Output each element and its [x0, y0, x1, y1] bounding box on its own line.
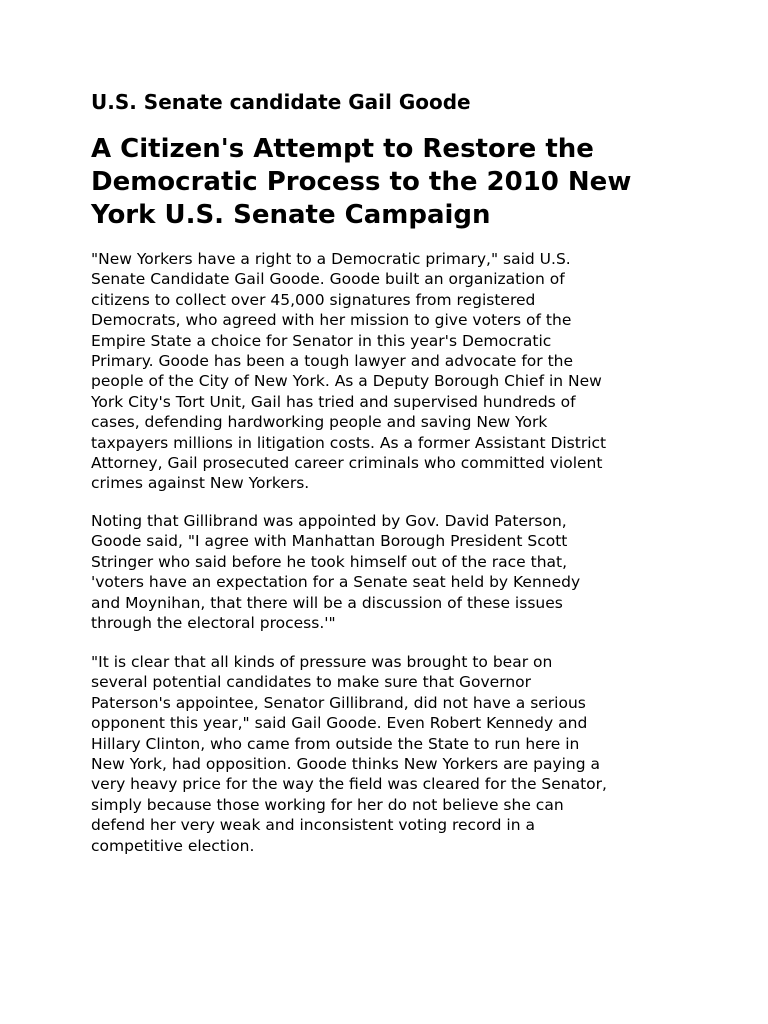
text-line: "It is clear that all kinds of pressure was brought to bear on — [91, 653, 553, 671]
text-line: Democrats, who agreed with her mission to give voters of the — [91, 311, 572, 330]
text-line: through the electoral process.'" — [91, 614, 336, 633]
headline-line: Democratic Process to the 2010 New — [91, 167, 632, 197]
text-line: very heavy price for the way the field was cleared for the Senator, — [91, 775, 607, 794]
text-line: Attorney, Gail prosecuted career criminals who committed violent — [91, 454, 603, 473]
text-line: people of the City of New York. As a Deputy Borough Chief in New — [91, 372, 602, 391]
text-line: Primary. Goode has been a tough lawyer and advocate for the — [91, 352, 574, 371]
text-line: Hillary Clinton, who came from outside the State to run here in — [91, 734, 580, 753]
text-line: opponent this year," said Gail Goode. Even Robert Kennedy and — [91, 714, 588, 733]
paragraph-2 — [91, 511, 691, 633]
text-line: Empire State a choice for Senator in this year's Democratic — [91, 331, 552, 350]
text-line: Stringer who said before he took himself out of the race that, — [91, 552, 568, 571]
text-line: "New Yorkers have a right to a Democratic primary," said U.S. — [91, 250, 571, 268]
text-line: and Moynihan, that there will be a discussion of these issues — [91, 593, 563, 612]
text-line: defend her very weak and inconsistent voting record in a — [91, 816, 535, 835]
text-line: crimes against New Yorkers. — [91, 474, 310, 493]
text-line: taxpayers millions in litigation costs. As a former Assistant District — [91, 433, 607, 452]
article-headline — [91, 133, 691, 232]
article-kicker: U.S. Senate candidate Gail Goode — [91, 90, 471, 114]
text-line: citizens to collect over 45,000 signatures from registered — [91, 290, 536, 309]
paragraph-1 — [91, 249, 691, 494]
headline-line: York U.S. Senate Campaign — [91, 200, 491, 230]
text-line: York City's Tort Unit, Gail has tried and supervised hundreds of — [91, 392, 576, 411]
text-line: several potential candidates to make sure that Governor — [91, 673, 531, 692]
text-line: Paterson's appointee, Senator Gillibrand, did not have a serious — [91, 693, 586, 712]
text-line: Senate Candidate Gail Goode. Goode built an organization of — [91, 270, 565, 289]
text-line: simply because those working for her do not believe she can — [91, 795, 564, 814]
text-line: 'voters have an expectation for a Senate seat held by Kennedy — [91, 573, 581, 592]
text-line: Noting that Gillibrand was appointed by Gov. David Paterson, — [91, 512, 567, 530]
text-line: cases, defending hardworking people and saving New York — [91, 413, 548, 432]
paragraph-3 — [91, 652, 691, 856]
text-line: New York, had opposition. Goode thinks New Yorkers are paying a — [91, 755, 601, 774]
text-line: competitive election. — [91, 836, 255, 855]
headline-line: A Citizen's Attempt to Restore the — [91, 134, 594, 164]
text-line: Goode said, "I agree with Manhattan Borough President Scott — [91, 532, 568, 551]
